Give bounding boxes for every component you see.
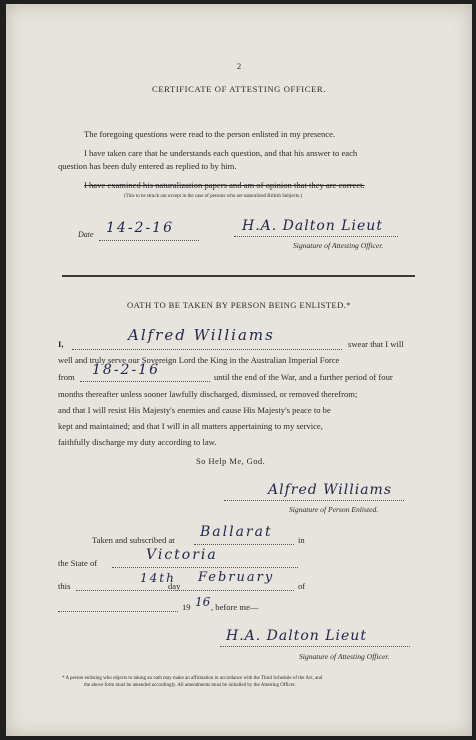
enlistee-signature-label: Signature of Person Enlisted. xyxy=(289,505,379,514)
enlistee-name: Alfred Williams xyxy=(128,326,275,344)
day-label: day xyxy=(168,581,181,591)
place-value: Ballarat xyxy=(200,524,273,540)
page-number: 2 xyxy=(236,61,242,71)
oath-swear: swear that I will xyxy=(348,339,404,349)
state-label: the State of xyxy=(58,558,98,568)
before-me: , before me— xyxy=(211,602,259,612)
certificate-line-2a: I have taken care that he understands each question, and that his answer to each xyxy=(84,148,358,158)
place-line xyxy=(194,544,294,545)
officer-signature-2: H.A. Dalton Lieut xyxy=(226,628,367,644)
name-line xyxy=(72,349,342,350)
of-label: of xyxy=(298,581,306,591)
oath-line-7: faithfully discharge my duty according to law. xyxy=(58,437,217,447)
day-value: 14th xyxy=(140,571,176,585)
oath-title: OATH TO BE TAKEN BY PERSON BEING ENLISTED.* xyxy=(127,300,351,310)
from-date: 18-2-16 xyxy=(92,362,160,378)
attestation-page xyxy=(6,4,472,736)
oath-from: from xyxy=(58,372,75,382)
certificate-title: CERTIFICATE OF ATTESTING OFFICER. xyxy=(152,84,326,94)
officer-signature-line-2 xyxy=(220,646,410,647)
certificate-line-1: The foregoing questions were read to the person enlisted in my presence. xyxy=(84,129,336,139)
enlistee-signature-line xyxy=(224,500,404,501)
oath-line-3b: until the end of the War, and a further period of four xyxy=(214,372,393,382)
oath-line-5: and that I will resist His Majesty's enemies and cause His Majesty's peace to be xyxy=(58,405,331,415)
month-value: February xyxy=(198,570,275,585)
officer-signature-1: H.A. Dalton Lieut xyxy=(242,218,383,234)
oath-line-6: kept and maintained; and that I will in all matters appertaining to my service, xyxy=(58,421,323,431)
oath-line-4: months thereafter unless sooner lawfully discharged, dismissed, or removed therefrom; xyxy=(58,389,358,399)
year-value: 16 xyxy=(195,595,211,609)
year-prefix: 19 xyxy=(182,602,191,612)
oath-line-2: well and truly serve our Sovereign Lord the King in the Australian Imperial Force xyxy=(58,355,340,365)
officer-signature-line-1 xyxy=(234,236,398,237)
footnote-line-1: * A person enlisting who objects to taking an oath may make an affirmation in accordance with the Third Schedule of the Act, and xyxy=(62,676,323,681)
footnote-line-2: the above form must be amended accordingly. All amendments must be initialled by the Attesting Officer. xyxy=(84,683,296,688)
date-line xyxy=(99,240,199,241)
in-label: in xyxy=(298,535,305,545)
state-line xyxy=(112,567,298,568)
date-value: 14-2-16 xyxy=(106,220,174,236)
day-line xyxy=(76,590,294,591)
from-date-line xyxy=(80,381,210,382)
taken-subscribed-label: Taken and subscribed at xyxy=(92,535,175,545)
date-label: Date xyxy=(78,230,94,239)
certificate-line-3: I have examined his naturalization papers and am of opinion that they are correct. xyxy=(84,180,365,190)
state-value: Victoria xyxy=(146,547,218,563)
section-divider xyxy=(62,275,415,277)
certificate-line-2b: question has been duly entered as replied to by him. xyxy=(58,161,237,171)
naturalization-note: (This to be struck out except in the case of persons who are naturalized British Subjects.) xyxy=(124,194,303,199)
this-label: this xyxy=(58,581,71,591)
officer-signature-label-1: Signature of Attesting Officer. xyxy=(293,241,384,250)
officer-signature-label-2: Signature of Attesting Officer. xyxy=(299,652,390,661)
enlistee-signature: Alfred Williams xyxy=(268,482,393,498)
so-help-me-god: So Help Me, God. xyxy=(196,456,266,466)
oath-i: I, xyxy=(58,339,64,349)
year-line xyxy=(58,611,178,612)
